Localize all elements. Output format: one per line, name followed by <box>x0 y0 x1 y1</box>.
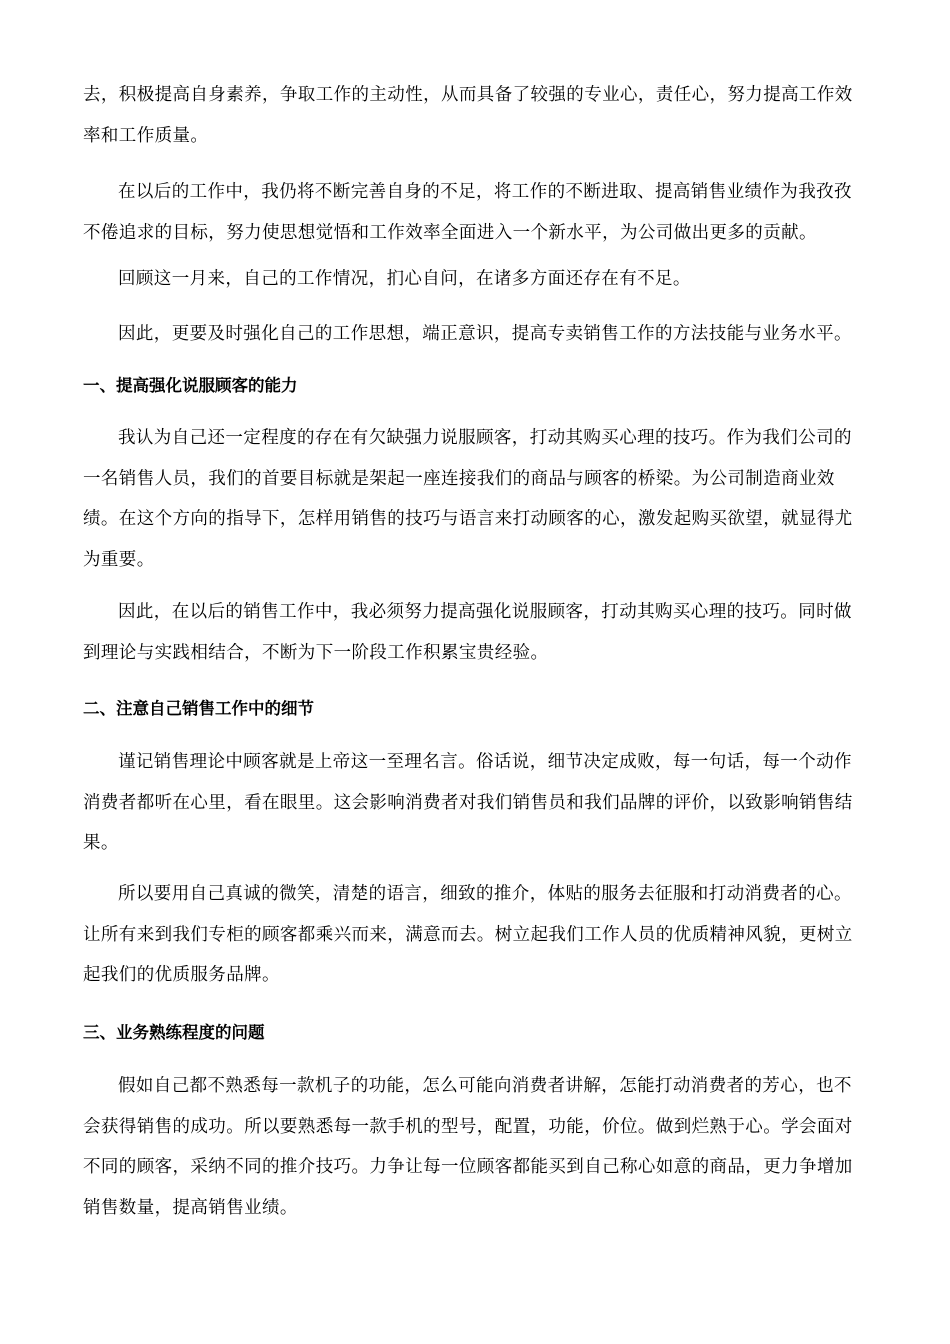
paragraph: 我认为自己还一定程度的存在有欠缺强力说服顾客，打动其购买心理的技巧。作为我们公司的一名销售人员，我们的首要目标就是架起一座连接我们的商品与顾客的桥梁。为公司制造商业效绩。在这个方向的指导下，怎样用销售的技巧与语言来打动顾客的心，激发起购买欲望，就显得尤为重要。 <box>83 428 853 570</box>
section-heading: 二、注意自己销售工作中的细节 <box>83 699 314 718</box>
paragraph: 假如自己都不熟悉每一款机子的功能，怎么可能向消费者讲解，怎能打动消费者的芳心，也不会获得销售的成功。所以要熟悉每一款手机的型号，配置，功能，价位。做到烂熟于心。学会面对不同的顾客，采纳不同的推介技巧。力争让每一位顾客都能买到自己称心如意的商品，更力争增加销售数量，提高销售业绩。 <box>83 1076 853 1218</box>
paragraph: 因此，更要及时强化自己的工作思想，端正意识，提高专卖销售工作的方法技能与业务水平。 <box>118 324 852 344</box>
paragraph: 谨记销售理论中顾客就是上帝这一至理名言。俗话说，细节决定成败，每一句话，每一个动作消费者都听在心里，看在眼里。这会影响消费者对我们销售员和我们品牌的评价，以致影响销售结果。 <box>83 752 853 853</box>
section-heading: 三、业务熟练程度的问题 <box>83 1023 265 1042</box>
paragraph: 回顾这一月来，自己的工作情况，扪心自问，在诸多方面还存在有不足。 <box>118 269 691 289</box>
paragraph-continued: 去，积极提高自身素养，争取工作的主动性，从而具备了较强的专业心，责任心，努力提高工作效率和工作质量。 <box>83 85 853 146</box>
paragraph: 所以要用自己真诚的微笑，清楚的语言，细致的推介，体贴的服务去征服和打动消费者的心。让所有来到我们专柜的顾客都乘兴而来，满意而去。树立起我们工作人员的优质精神风貌，更树立起我们的优质服务品牌。 <box>83 884 853 985</box>
paragraph: 因此，在以后的销售工作中，我必须努力提高强化说服顾客，打动其购买心理的技巧。同时做到理论与实践相结合，不断为下一阶段工作积累宝贵经验。 <box>83 602 852 663</box>
paragraph: 在以后的工作中，我仍将不断完善自身的不足，将工作的不断进取、提高销售业绩作为我孜孜不倦追求的目标，努力使思想觉悟和工作效率全面进入一个新水平，为公司做出更多的贡献。 <box>83 182 852 243</box>
section-heading: 一、提高强化说服顾客的能力 <box>83 376 298 395</box>
